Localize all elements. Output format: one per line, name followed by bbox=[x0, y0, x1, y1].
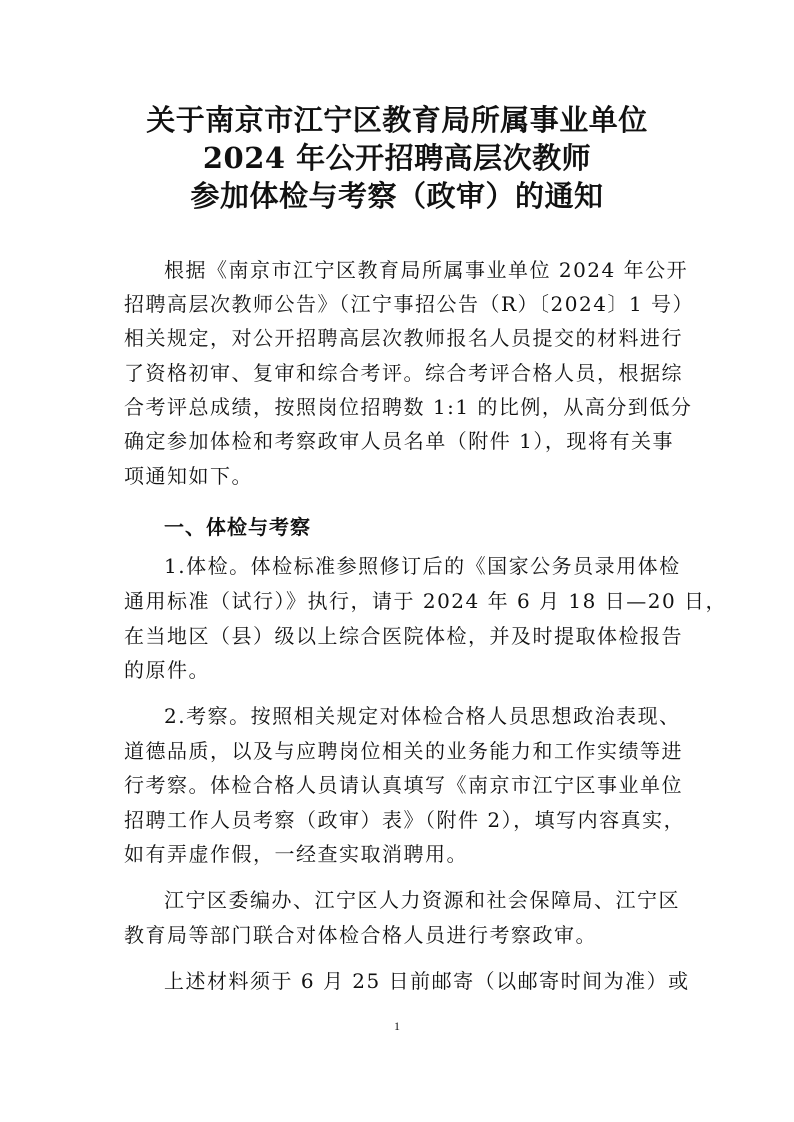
item-2-line-5: 如有弄虚作假，一经查实取消聘用。 bbox=[124, 842, 468, 866]
page-number: 1 bbox=[394, 1019, 400, 1033]
mail-paragraph-line-1: 上述材料须于 6 月 25 日前邮寄（以邮寄时间为准）或 bbox=[164, 969, 690, 993]
paragraph-1-line-1: 根据《南京市江宁区教育局所属事业单位 2024 年公开 bbox=[164, 258, 689, 282]
title-line-2: 2024 年公开招聘高层次教师 bbox=[202, 141, 592, 175]
item-1-line-2: 通用标准（试行）》执行，请于 2024 年 6 月 18 日—20 日， bbox=[124, 589, 728, 613]
paragraph-1-line-6: 确定参加体检和考察政审人员名单（附件 1），现将有关事 bbox=[124, 429, 674, 453]
item-1-line-3: 在当地区（县）级以上综合医院体检，并及时提取体检报告 bbox=[124, 624, 683, 648]
item-2-line-1: 2.考察。按照相关规定对体检合格人员思想政治表现、 bbox=[164, 704, 681, 728]
paragraph-1-line-2: 招聘高层次教师公告》（江宁事招公告（R）〔2024〕1 号） bbox=[124, 292, 695, 316]
paragraph-1-line-3: 相关规定，对公开招聘高层次教师报名人员提交的材料进行 bbox=[124, 326, 683, 350]
item-2-line-4: 招聘工作人员考察（政审）表》（附件 2），填写内容真实， bbox=[124, 808, 686, 832]
section-1-heading: 一、体检与考察 bbox=[164, 515, 311, 539]
title-line-1: 关于南京市江宁区教育局所属事业单位 bbox=[146, 103, 648, 137]
review-paragraph-line-2: 教育局等部门联合对体检合格人员进行考察政审。 bbox=[124, 923, 597, 947]
paragraph-1-line-7: 项通知如下。 bbox=[124, 464, 253, 488]
item-1-line-4: 的原件。 bbox=[124, 658, 210, 682]
paragraph-1-line-4: 了资格初审、复审和综合考评。综合考评合格人员，根据综 bbox=[124, 361, 683, 385]
review-paragraph-line-1: 江宁区委编办、江宁区人力资源和社会保障局、江宁区 bbox=[164, 888, 680, 912]
title-line-3: 参加体检与考察（政审）的通知 bbox=[190, 179, 604, 213]
item-2-line-3: 行考察。体检合格人员请认真填写《南京市江宁区事业单位 bbox=[124, 773, 683, 797]
item-2-line-2: 道德品质，以及与应聘岗位相关的业务能力和工作实绩等进 bbox=[124, 739, 683, 763]
paragraph-1-line-5: 合考评总成绩，按照岗位招聘数 1:1 的比例，从高分到低分 bbox=[124, 395, 693, 419]
item-1-line-1: 1.体检。体检标准参照修订后的《国家公务员录用体检 bbox=[164, 554, 681, 578]
